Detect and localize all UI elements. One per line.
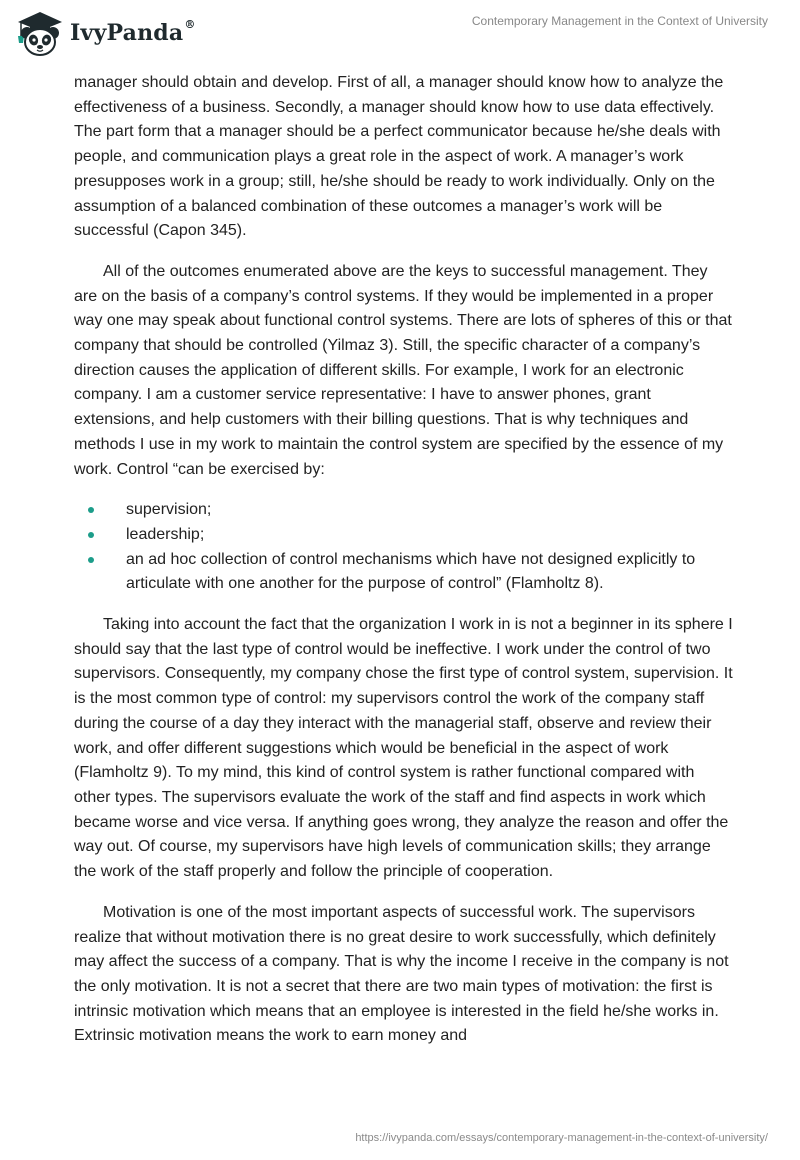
- paragraph-4: Motivation is one of the most important aspects of successful work. The supervisors realize that without motivation there is no great desire to work successfully, which definitely may affect the success of a company. That is why the income I receive in the company is not the only motivation. It is not a secret that there are two main types of motivation: the first is intrinsic motivation which means that an employee is interested in the field he/she works in. Extrinsic motivation means the work to earn money and: [74, 903, 729, 1045]
- list-item: [74, 548, 734, 597]
- essay-content: [74, 71, 734, 1049]
- registered-mark: ®: [184, 18, 196, 31]
- bullet-dot-icon: [88, 557, 94, 563]
- paragraph-3: Taking into account the fact that the organization I work in is not a beginner in its sphere I should say that the last type of control would be ineffective. I work under the control of two supervisors. Consequently, my company chose the first type of control system, supervision. It is the most common type of control: my supervisors control the work of the company staff during the course of a day they interact with the managerial staff, observe and review their work, and offer different suggestions which would be beneficial in the aspect of work (Flamholtz 9). To my mind, this kind of control system is rather functional compared with other types. The supervisors evaluate the work of the staff and find aspects in work which became worse and vice versa. If anything goes wrong, they analyze the reason and offer the way out. Of course, my supervisors have high levels of communication skills; they arrange the work of the staff properly and follow the principle of cooperation.: [74, 616, 733, 881]
- paragraph-2: All of the outcomes enumerated above are the keys to successful management. They are on the basis of a company’s control systems. If they would be implemented in a proper way one may speak about functional control systems. There are lots of spheres of this or that company that should be controlled (Yilmaz 3). Still, the specific character of a company’s direction causes the application of different skills. For example, I work for an electronic company. I am a customer service representative: I have to answer phones, grant extensions, and help customers with their billing questions. That is why techniques and methods I use in my work to maintain the control system are specified by the essence of my work. Control “can be exercised by:: [74, 262, 732, 478]
- source-url[interactable]: https://ivypanda.com/essays/contemporary-management-in-the-context-of-university/: [355, 1132, 768, 1144]
- logo-wordmark: [70, 20, 196, 46]
- list-item-text: supervision;: [126, 501, 212, 519]
- list-item-text: an ad hoc collection of control mechanisms which have not designed explicitly to articulate with one another for the purpose of control” (Flamholtz 8).: [126, 550, 696, 593]
- document-title: Contemporary Management in the Context of University: [471, 14, 768, 28]
- list-item: [74, 498, 734, 523]
- bullet-dot-icon: [88, 507, 94, 513]
- bullet-dot-icon: [88, 532, 94, 538]
- page-header: [0, 0, 800, 64]
- list-item-text: leadership;: [126, 525, 205, 543]
- logo-text: IvyPanda: [70, 20, 184, 46]
- list-item: [74, 523, 734, 548]
- control-types-list: [74, 498, 734, 597]
- panda-graduation-cap-icon: [14, 9, 66, 57]
- ivypanda-logo[interactable]: [14, 8, 196, 58]
- paragraph-1: manager should obtain and develop. First of all, a manager should know how to analyze the effectiveness of a business. Secondly, a manager should know how to use data effectively. The part form that a manager should be a perfect communicator because he/she deals with people, and communication plays a great role in the aspect of work. A manager’s work presupposes work in a group; still, he/she should be ready to work individually. Only on the assumption of a balanced combination of these outcomes a manager’s work will be successful (Capon 345).: [74, 74, 724, 240]
